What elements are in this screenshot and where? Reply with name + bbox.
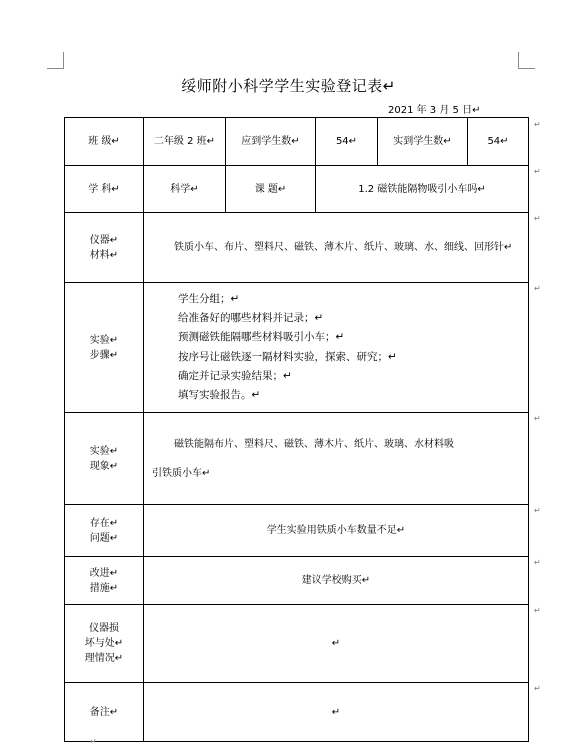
observation-label-line2: 现象↵: [89, 460, 119, 472]
subject-row: [65, 166, 529, 213]
problems-label-line1: 存在↵: [89, 517, 119, 529]
step-item: 填写实验报告。↵: [178, 388, 261, 401]
steps-label-line2: 步骤↵: [89, 349, 119, 361]
steps-list: [144, 290, 528, 405]
expected-students-label: 应到学生数↵: [226, 118, 316, 166]
topic-label: 课 题↵: [226, 166, 316, 213]
experiment-register-table: [64, 117, 528, 741]
paragraph-mark: ↵: [90, 737, 97, 746]
row-end-mark: ↵: [534, 506, 541, 515]
observation-label-line1: 实验↵: [89, 445, 119, 457]
observation-label: [65, 413, 144, 505]
observation-row: [65, 413, 529, 505]
step-item: 学生分组；↵: [178, 293, 240, 306]
damage-label: [65, 605, 144, 683]
remarks-label: 备注↵: [65, 683, 144, 742]
actual-students-value[interactable]: 54↵: [468, 118, 529, 166]
step-item: 预测磁铁能隔哪些材料吸引小车；↵: [178, 331, 345, 344]
document-title: 绥师附小科学学生实验登记表↵: [181, 77, 396, 95]
problems-label-line2: 问题↵: [89, 532, 119, 544]
step-item: 给准备好的哪些材料并记录；↵: [178, 312, 324, 325]
class-value[interactable]: 二年级 2 班↵: [144, 118, 226, 166]
observation-text-line1: 磁铁能隔布片、塑料尺、磁铁、薄木片、纸片、玻璃、水材料吸: [174, 438, 454, 450]
improvement-label-line1: 改进↵: [89, 567, 119, 579]
observation-cell[interactable]: [144, 413, 529, 505]
improvement-row: [65, 557, 529, 605]
document-date: 2021 年 3 月 5 日↵: [388, 105, 481, 116]
row-end-mark: ↵: [534, 414, 541, 423]
steps-row: [65, 283, 529, 413]
actual-students-label: 实到学生数↵: [378, 118, 468, 166]
remarks-value[interactable]: ↵: [144, 683, 529, 742]
equipment-row: [65, 213, 529, 283]
observation-text: [144, 437, 528, 481]
row-end-mark: ↵: [534, 284, 541, 293]
steps-label-line1: 实验↵: [89, 334, 119, 346]
problems-value[interactable]: 学生实验用铁质小车数量不足↵: [144, 505, 529, 557]
remarks-row: [65, 683, 529, 742]
observation-text-line2: 引铁质小车↵: [152, 467, 211, 479]
step-item: 确定并记录实验结果；↵: [178, 369, 292, 382]
damage-label-line3: 理情况↵: [84, 653, 124, 664]
step-item: 按序号让磁铁逐一隔材料实验，探索、研究；↵: [178, 350, 397, 363]
topic-value[interactable]: 1.2 磁铁能隔物吸引小车吗↵: [316, 166, 529, 213]
crop-mark-top-left: [47, 52, 64, 69]
crop-mark-top-right: [518, 52, 535, 69]
class-label: 班 级↵: [65, 118, 144, 166]
class-row: [65, 118, 529, 166]
row-end-mark: ↵: [534, 558, 541, 567]
subject-label: 学 科↵: [65, 166, 144, 213]
improvement-label: [65, 557, 144, 605]
subject-value[interactable]: 科学↵: [144, 166, 226, 213]
damage-label-line2: 坏与处↵: [84, 638, 124, 649]
row-end-mark: ↵: [534, 606, 541, 615]
equipment-cell[interactable]: [144, 213, 529, 283]
damage-row: [65, 605, 529, 683]
equipment-label: [65, 213, 144, 283]
damage-label-line1: 仪器损: [89, 623, 119, 634]
equipment-text: 铁质小车、布片、塑料尺、磁铁、薄木片、纸片、玻璃、水、细线、回形针↵: [174, 241, 513, 253]
row-end-mark: ↵: [534, 120, 541, 129]
row-end-mark: ↵: [534, 167, 541, 176]
row-end-mark: ↵: [534, 684, 541, 693]
steps-label: [65, 283, 144, 413]
expected-students-value[interactable]: 54↵: [316, 118, 378, 166]
improvement-label-line2: 措施↵: [89, 582, 119, 594]
equipment-label-line2: 材料↵: [89, 249, 119, 261]
problems-label: [65, 505, 144, 557]
improvement-value[interactable]: 建议学校购买↵: [144, 557, 529, 605]
equipment-label-line1: 仪器↵: [89, 234, 119, 246]
row-end-mark: ↵: [534, 214, 541, 223]
steps-cell[interactable]: [144, 283, 529, 413]
damage-value[interactable]: ↵: [144, 605, 529, 683]
problems-row: [65, 505, 529, 557]
